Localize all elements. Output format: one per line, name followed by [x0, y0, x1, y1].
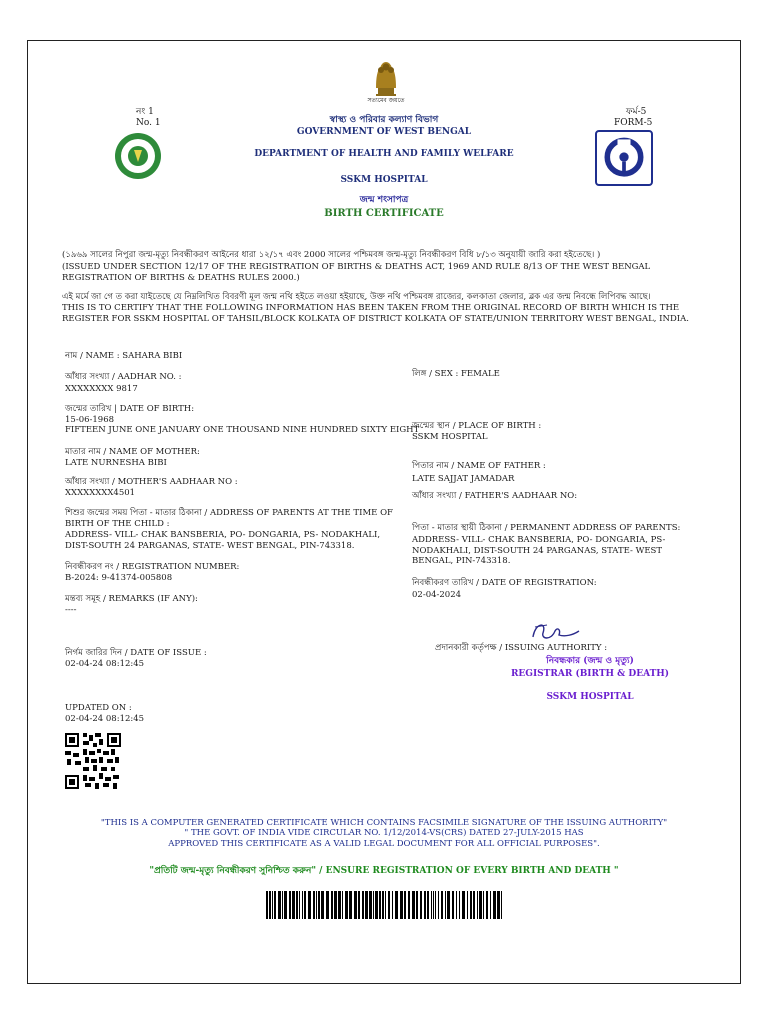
mother-aadhaar-label: আঁধার সংখ্যা / MOTHER'S AADHAAR NO :: [65, 477, 238, 487]
circular-note: " THE GOVT. OF INDIA VIDE CIRCULAR NO. 1/12/2014-VS(CRS) DATED 27-JULY-2015 HAS: [184, 828, 584, 838]
mother-value: LATE NURNESHA BIBI: [65, 458, 167, 468]
pob-label: জন্মের স্থান / PLACE OF BIRTH :: [412, 421, 542, 431]
registration-label: নিবন্ধীকরণ নং / REGISTRATION NUMBER:: [65, 562, 240, 572]
father-aadhaar-label: আঁধার সংখ্যা / FATHER'S AADHAAR NO:: [412, 491, 578, 501]
issue-date-label: নির্গম জারির দিন / DATE OF ISSUE :: [65, 648, 207, 658]
address-label-1: শিশুর জন্মের সময় পিতা - মাতার ঠিকানা / ADDRESS OF PARENTS AT THE TIME OF: [65, 508, 393, 518]
registrar-en: REGISTRAR (BIRTH & DEATH): [510, 669, 670, 679]
pob-value: SSKM HOSPITAL: [412, 432, 488, 442]
issued-under-en: (ISSUED UNDER SECTION 12/17 OF THE REGISTRATION OF BIRTHS & DEATHS ACT, 1969 AND RULE 8/13 OF THE WEST BENGAL REGISTRATION OF BIRTHS & DEATHS RULES 2000.): [62, 262, 651, 283]
name-field: নাম / NAME : SAHARA BIBI: [65, 351, 183, 361]
issue-date-value: 02-04-24 08:12:45: [65, 659, 145, 669]
barcode-icon: [266, 891, 504, 919]
certify-bn: এই মর্মে জা গে ত করা যাইতেছে যে নিম্নলিখিত বিবরণী মূল জন্ম নথি হইতে লওয়া হইয়াছে, উক্ত নথি পশ্চিমবঙ্গ রাজ্যের, কলকাতা জেলার, ব্লক এর জন্ম নিবন্ধে লিপিবদ্ধ আছে।: [62, 292, 651, 302]
mother-label: মাতার নাম / NAME OF MOTHER:: [65, 447, 200, 457]
registration-value: B-2024: 9-41374-005808: [65, 573, 173, 583]
dob-label: জন্মের তারিখ | DATE OF BIRTH:: [65, 404, 195, 414]
crs-logo-icon: [595, 130, 653, 186]
certify-en: THIS IS TO CERTIFY THAT THE FOLLOWING INFORMATION HAS BEEN TAKEN FROM THE ORIGINAL RECORD OF BIRTH WHICH IS THE REGISTER FOR SSKM HOSPITAL OF TAHSIL/BLOCK KOLKATA OF DISTRICT KOLKATA OF STATE/UNION TERRITORY WEST BENGAL, INDIA.: [62, 303, 689, 324]
number-en: No. 1: [136, 118, 161, 128]
department-title: DEPARTMENT OF HEALTH AND FAMILY WELFARE: [254, 149, 514, 159]
updated-value: 02-04-24 08:12:45: [65, 714, 145, 724]
aadhar-label: আঁধার সংখ্যা / AADHAR NO. :: [65, 372, 182, 382]
permanent-address-label: পিতা - মাতার স্থায়ী ঠিকানা / PERMANENT ADDRESS OF PARENTS:: [412, 523, 681, 533]
father-value: LATE SAJJAT JAMADAR: [412, 474, 515, 484]
address-label-2: BIRTH OF THE CHILD :: [65, 519, 170, 529]
registrar-hospital: SSKM HOSPITAL: [546, 692, 634, 702]
slogan-en: / ENSURE REGISTRATION OF EVERY BIRTH AND DEATH ": [316, 866, 619, 876]
number-bn: নং 1: [136, 107, 154, 117]
father-label: পিতার নাম / NAME OF FATHER :: [412, 461, 546, 471]
qr-code-icon[interactable]: [65, 733, 121, 789]
remarks-label: মন্তব্য সমূহ / REMARKS (IF ANY):: [65, 594, 198, 604]
certificate-title-bn: জন্ম শংসাপত্র: [359, 195, 409, 205]
permanent-address-value: ADDRESS- VILL- CHAK BANSBERIA, PO- DONGARIA, PS- NODAKHALI, DIST-SOUTH 24 PARGANAS, STATE- WEST BENGAL, PIN-743318.: [412, 535, 666, 566]
dob-words: FIFTEEN JUNE ONE JANUARY ONE THOUSAND NINE HUNDRED SIXTY EIGHT: [65, 425, 420, 435]
hospital-title: SSKM HOSPITAL: [340, 175, 428, 185]
approval-note: APPROVED THIS CERTIFICATE AS A VALID LEGAL DOCUMENT FOR ALL OFFICIAL PURPOSES".: [168, 839, 600, 849]
slogan: [64, 866, 704, 877]
government-title: GOVERNMENT OF WEST BENGAL: [296, 127, 472, 137]
signature-icon: [525, 617, 581, 645]
dob-value: 15-06-1968: [65, 415, 115, 425]
slogan-bn: "প্রতিটি জন্ম-মৃত্যু নিবন্ধীকরণ সুনিশ্চিত করুন": [149, 866, 317, 876]
issuing-authority-label: প্রদানকারী কর্তৃপক্ষ / ISSUING AUTHORITY :: [435, 643, 608, 653]
registration-date-value: 02-04-2024: [412, 590, 462, 600]
address-value: ADDRESS- VILL- CHAK BANSBERIA, PO- DONGARIA, PS- NODAKHALI, DIST-SOUTH 24 PARGANAS, STATE- WEST BENGAL, PIN-743318.: [65, 530, 381, 551]
remarks-value: ----: [65, 605, 77, 615]
emblem-motto: সত্যমেব জয়তে: [367, 97, 405, 104]
sex-field: লিঙ্গ / SEX : FEMALE: [412, 369, 500, 379]
issued-under-bn: (১৯৬৯ সালের নিপুরা জন্ম-মৃত্যু নিবন্ধীকরণ আইনের ধারা ১২/১৭ এবং 2000 সালের পশ্চিমবঙ্গ জন্ম-মৃত্যু নিবন্ধীকরণ বিধি ৮/১৩ অনুযায়ী জারি করা হইতেছে। ): [62, 250, 601, 260]
department-bn: স্বাস্থ্য ও পরিবার কল্যাণ বিভাগ: [329, 115, 439, 125]
computer-generated-note: "THIS IS A COMPUTER GENERATED CERTIFICATE WHICH CONTAINS FACSIMILE SIGNATURE OF THE ISSUING AUTHORITY": [100, 818, 668, 828]
form-en: FORM-5: [614, 118, 653, 128]
mother-aadhaar-value: XXXXXXXX4501: [65, 488, 136, 498]
aadhar-value: XXXXXXXX 9817: [65, 384, 138, 394]
registration-date-label: নিবন্ধীকরণ তারিখ / DATE OF REGISTRATION:: [412, 578, 597, 588]
updated-label: UPDATED ON :: [65, 703, 132, 713]
form-bn: ফর্ম-5: [626, 107, 647, 117]
certificate-title: BIRTH CERTIFICATE: [324, 208, 444, 219]
west-bengal-logo-icon: [114, 132, 162, 180]
registrar-bn: নিবন্ধকার (জন্ম ও মৃত্যু): [546, 656, 634, 666]
